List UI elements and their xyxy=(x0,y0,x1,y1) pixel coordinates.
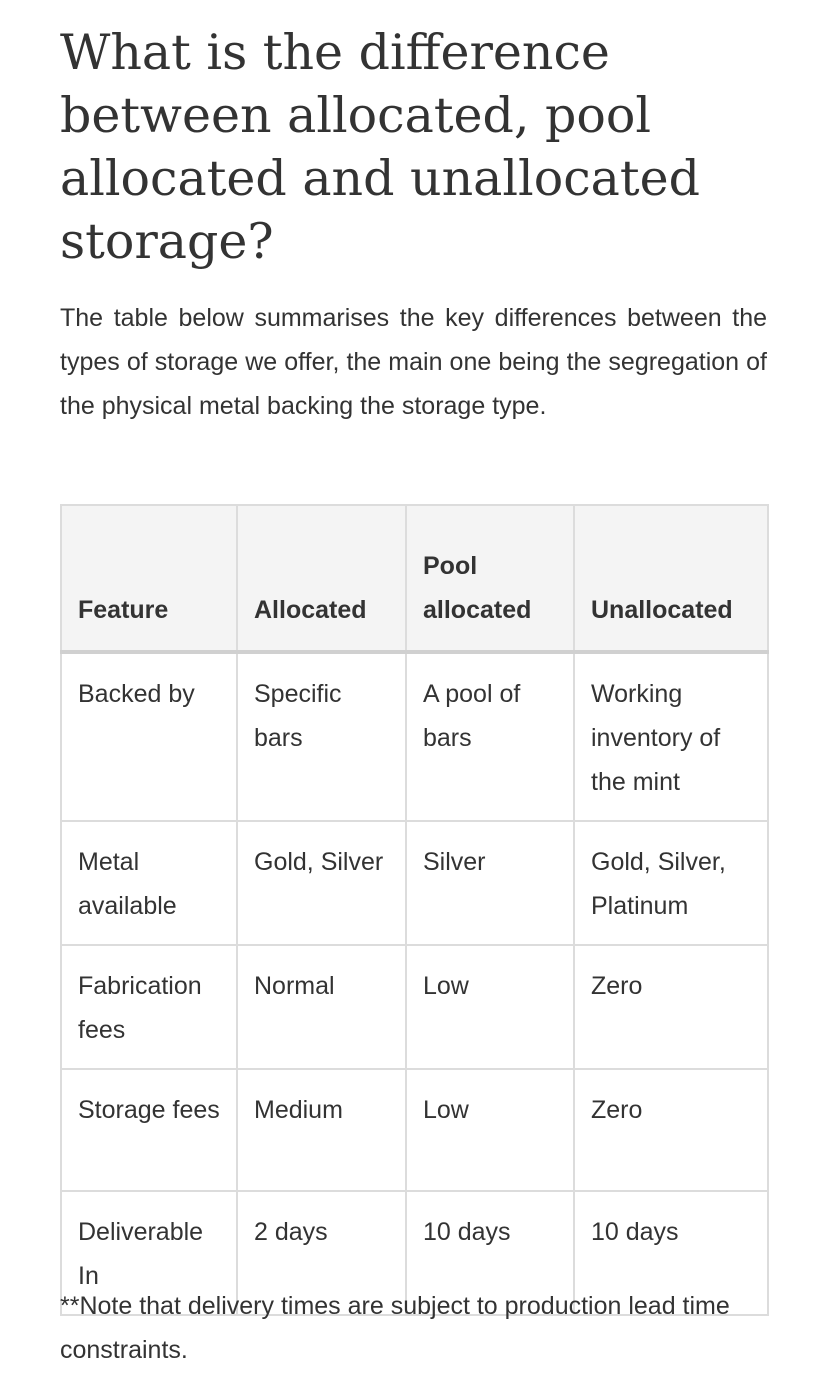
table-row xyxy=(61,945,768,1069)
page-title: What is the difference between allocated, pool allocated and unallocated storage? xyxy=(60,24,700,270)
table-row xyxy=(61,821,768,945)
header-pool-allocated: Pool allocated xyxy=(406,505,574,652)
table-cell: Medium xyxy=(237,1069,406,1191)
table-header-row xyxy=(61,505,768,652)
table-cell: Zero xyxy=(574,1069,768,1191)
table-cell: Low xyxy=(406,1069,574,1191)
table-cell: Gold, Silver xyxy=(237,821,406,945)
row-label-fabrication-fees: Fabrication fees xyxy=(61,945,237,1069)
table-cell: Silver xyxy=(406,821,574,945)
header-unallocated: Unallocated xyxy=(574,505,768,652)
row-label-deliverable-in: Deliverable In xyxy=(61,1191,237,1315)
delivery-note: **Note that delivery times are subject to production lead time constraints. xyxy=(60,1292,730,1364)
table-cell: Normal xyxy=(237,945,406,1069)
row-label-metal-available: Metal available xyxy=(61,821,237,945)
table-cell: Gold, Silver, Platinum xyxy=(574,821,768,945)
table-cell: 10 days xyxy=(406,1191,574,1315)
table-cell: A pool of bars xyxy=(406,652,574,821)
table-cell: Zero xyxy=(574,945,768,1069)
table-cell: 2 days xyxy=(237,1191,406,1315)
row-label-backed-by: Backed by xyxy=(61,652,237,821)
table-row xyxy=(61,652,768,821)
table-cell: Working inventory of the mint xyxy=(574,652,768,821)
header-allocated: Allocated xyxy=(237,505,406,652)
table-cell: Low xyxy=(406,945,574,1069)
table-row xyxy=(61,1069,768,1191)
row-label-storage-fees: Storage fees xyxy=(61,1069,237,1191)
intro-paragraph: The table below summarises the key differences between the types of storage we offer, the main one being the segregation of the physical metal backing the storage type. xyxy=(60,304,767,420)
header-feature: Feature xyxy=(61,505,237,652)
table-cell: Specific bars xyxy=(237,652,406,821)
table-cell: 10 days xyxy=(574,1191,768,1315)
storage-comparison-table xyxy=(60,504,769,1316)
